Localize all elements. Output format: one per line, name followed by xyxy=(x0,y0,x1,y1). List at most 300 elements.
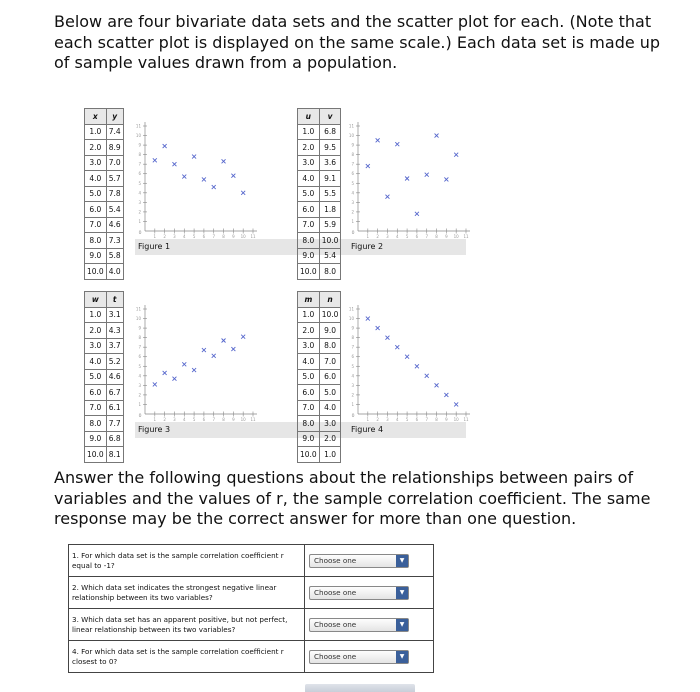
scatter-plot-4 xyxy=(348,301,473,421)
y-tick-label: 10 xyxy=(135,316,141,322)
table-row xyxy=(85,307,124,323)
data-point xyxy=(163,144,167,148)
x-tick-label: 3 xyxy=(173,417,176,421)
x-value-cell: 9.0 xyxy=(298,431,320,447)
x-value-cell: 5.0 xyxy=(85,186,107,202)
answer-select-2[interactable] xyxy=(309,586,409,600)
submit-button[interactable] xyxy=(305,684,415,692)
y-tick-label: 3 xyxy=(351,382,354,388)
table-row xyxy=(85,186,124,202)
y-value-cell: 9.0 xyxy=(319,323,341,339)
table-row xyxy=(85,124,124,140)
dropdown-arrow-icon[interactable]: ▼ xyxy=(396,619,408,631)
x-value-cell: 2.0 xyxy=(298,140,320,156)
x-value-cell: 4.0 xyxy=(85,354,107,370)
x-value-cell: 6.0 xyxy=(298,385,320,401)
dropdown-arrow-icon[interactable]: ▼ xyxy=(396,587,408,599)
data-point xyxy=(444,393,448,397)
instructions-text: Answer the following questions about the relationships between pairs of variables and the values of r, the sample correlation coefficient. The same response may be the correct answer for more than one question. xyxy=(54,468,651,528)
select-value: Choose one xyxy=(314,620,357,629)
x-tick-label: 10 xyxy=(240,234,246,238)
y-tick-label: 4 xyxy=(138,373,141,379)
table-row xyxy=(298,369,341,385)
select-value: Choose one xyxy=(314,652,357,661)
data-table xyxy=(84,291,124,463)
table-row xyxy=(85,155,124,171)
y-tick-label: 6 xyxy=(138,354,141,360)
question-text: 3. Which data set has an apparent positive, but not perfect, linear relationship between its two variables? xyxy=(69,609,305,641)
x-tick-label: 6 xyxy=(202,234,206,238)
x-tick-label: 4 xyxy=(182,417,186,421)
x-tick-label: 3 xyxy=(386,417,389,421)
x-value-cell: 3.0 xyxy=(298,338,320,354)
questions-table xyxy=(68,544,434,673)
y-value-cell: 3.0 xyxy=(319,416,341,432)
data-point xyxy=(202,177,206,181)
y-tick-label: 5 xyxy=(138,180,141,186)
y-value-cell: 4.6 xyxy=(106,217,123,233)
y-value-cell: 7.0 xyxy=(106,155,123,171)
y-tick-label: 5 xyxy=(138,363,141,369)
x-tick-label: 11 xyxy=(463,234,469,238)
table-row xyxy=(298,155,341,171)
question-row-2 xyxy=(69,577,434,609)
question-text: 4. For which data set is the sample correlation coefficient r closest to 0? xyxy=(69,641,305,673)
x-tick-label: 5 xyxy=(405,417,409,421)
figure-label: Figure 3 xyxy=(135,422,465,438)
table-row xyxy=(298,338,341,354)
table-header-w: w xyxy=(85,292,107,308)
x-tick-label: 7 xyxy=(425,417,429,421)
table-row xyxy=(298,217,341,233)
x-tick-label: 2 xyxy=(163,234,166,238)
y-value-cell: 9.5 xyxy=(319,140,341,156)
x-tick-label: 2 xyxy=(376,417,379,421)
data-point xyxy=(222,339,226,343)
x-value-cell: 7.0 xyxy=(298,217,320,233)
data-point xyxy=(425,374,429,378)
y-tick-label: 1 xyxy=(138,401,141,407)
data-point xyxy=(231,347,235,351)
x-value-cell: 6.0 xyxy=(85,385,107,401)
x-value-cell: 2.0 xyxy=(298,323,320,339)
y-tick-label: 2 xyxy=(351,392,354,398)
y-tick-label: 6 xyxy=(138,171,141,177)
table-row xyxy=(85,217,124,233)
x-value-cell: 10.0 xyxy=(85,447,107,463)
table-row xyxy=(85,416,124,432)
data-point xyxy=(192,155,196,159)
figure-label: Figure 4 xyxy=(348,422,466,438)
table-header-n: n xyxy=(319,292,341,308)
y-value-cell: 3.6 xyxy=(319,155,341,171)
data-point xyxy=(212,185,216,189)
y-tick-label: 8 xyxy=(138,152,141,158)
data-point xyxy=(454,402,458,406)
y-value-cell: 10.0 xyxy=(319,307,341,323)
y-value-cell: 5.0 xyxy=(319,385,341,401)
data-point xyxy=(163,371,167,375)
x-value-cell: 5.0 xyxy=(85,369,107,385)
y-value-cell: 3.1 xyxy=(106,307,123,323)
data-point xyxy=(376,326,380,330)
origin-label: 0 xyxy=(138,231,142,236)
data-point xyxy=(405,177,409,181)
data-point xyxy=(385,336,389,340)
table-row xyxy=(298,400,341,416)
x-tick-label: 11 xyxy=(463,417,469,421)
x-value-cell: 3.0 xyxy=(85,338,107,354)
scatter-plot-2 xyxy=(348,118,473,238)
x-tick-label: 9 xyxy=(445,417,448,421)
y-tick-label: 9 xyxy=(138,325,141,331)
table-row xyxy=(298,431,341,447)
y-tick-label: 11 xyxy=(348,123,354,129)
table-body xyxy=(85,307,124,462)
table-header-y: y xyxy=(106,109,123,125)
x-tick-label: 7 xyxy=(425,234,429,238)
x-tick-label: 5 xyxy=(405,234,409,238)
table-row xyxy=(298,264,341,280)
x-value-cell: 3.0 xyxy=(85,155,107,171)
data-point xyxy=(241,191,245,195)
y-tick-label: 3 xyxy=(138,382,141,388)
y-value-cell: 8.9 xyxy=(106,140,123,156)
origin-label: 0 xyxy=(351,231,355,236)
x-value-cell: 4.0 xyxy=(298,171,320,187)
y-tick-label: 4 xyxy=(351,190,354,196)
data-point xyxy=(385,195,389,199)
data-table xyxy=(297,108,341,280)
data-point xyxy=(172,162,176,166)
x-tick-label: 3 xyxy=(173,234,176,238)
table-row xyxy=(85,338,124,354)
data-point xyxy=(405,355,409,359)
table-body xyxy=(298,124,341,279)
y-tick-label: 8 xyxy=(351,152,354,158)
table-row xyxy=(298,186,341,202)
table-row xyxy=(298,171,341,187)
x-value-cell: 9.0 xyxy=(85,248,107,264)
x-tick-label: 6 xyxy=(202,417,206,421)
table-row xyxy=(85,431,124,447)
data-point xyxy=(202,348,206,352)
y-value-cell: 7.0 xyxy=(319,354,341,370)
y-tick-label: 2 xyxy=(138,392,141,398)
table-row xyxy=(298,307,341,323)
x-tick-label: 8 xyxy=(435,234,438,238)
x-tick-label: 1 xyxy=(366,417,370,421)
dropdown-arrow-icon[interactable]: ▼ xyxy=(396,651,408,663)
y-tick-label: 7 xyxy=(138,161,141,167)
x-tick-label: 4 xyxy=(395,234,399,238)
y-tick-label: 1 xyxy=(351,401,354,407)
y-value-cell: 6.0 xyxy=(319,369,341,385)
scatter-plot-3 xyxy=(135,301,260,421)
y-tick-label: 6 xyxy=(351,171,354,177)
x-tick-label: 2 xyxy=(163,417,166,421)
y-tick-label: 5 xyxy=(351,180,354,186)
y-value-cell: 7.8 xyxy=(106,186,123,202)
x-tick-label: 2 xyxy=(376,234,379,238)
y-value-cell: 5.4 xyxy=(106,202,123,218)
table-row xyxy=(85,400,124,416)
x-value-cell: 9.0 xyxy=(85,431,107,447)
data-point xyxy=(182,175,186,179)
table-row xyxy=(298,354,341,370)
y-tick-label: 7 xyxy=(138,344,141,350)
data-point xyxy=(222,159,226,163)
data-point xyxy=(366,317,370,321)
x-tick-label: 9 xyxy=(232,417,235,421)
x-value-cell: 1.0 xyxy=(85,307,107,323)
x-tick-label: 5 xyxy=(192,234,196,238)
y-tick-label: 10 xyxy=(348,316,354,322)
x-tick-label: 8 xyxy=(222,234,225,238)
y-tick-label: 4 xyxy=(351,373,354,379)
x-tick-label: 1 xyxy=(153,417,157,421)
scatter-plot-1 xyxy=(135,118,260,238)
x-tick-label: 3 xyxy=(386,234,389,238)
y-value-cell: 4.0 xyxy=(319,400,341,416)
table-row xyxy=(298,140,341,156)
data-point xyxy=(376,138,380,142)
x-tick-label: 11 xyxy=(250,417,256,421)
x-value-cell: 8.0 xyxy=(85,233,107,249)
y-value-cell: 6.7 xyxy=(106,385,123,401)
data-point xyxy=(444,177,448,181)
y-tick-label: 3 xyxy=(138,199,141,205)
data-point xyxy=(153,382,157,386)
table-row xyxy=(85,354,124,370)
table-row xyxy=(85,171,124,187)
data-point xyxy=(435,383,439,387)
y-value-cell: 5.2 xyxy=(106,354,123,370)
y-value-cell: 9.1 xyxy=(319,171,341,187)
y-value-cell: 5.8 xyxy=(106,248,123,264)
y-value-cell: 1.8 xyxy=(319,202,341,218)
data-point xyxy=(192,368,196,372)
y-tick-label: 1 xyxy=(351,218,354,224)
table-row xyxy=(85,447,124,463)
table-row xyxy=(85,369,124,385)
y-tick-label: 11 xyxy=(348,306,354,312)
data-point xyxy=(395,345,399,349)
select-value: Choose one xyxy=(314,588,357,597)
y-tick-label: 9 xyxy=(138,142,141,148)
y-value-cell: 3.7 xyxy=(106,338,123,354)
y-value-cell: 5.4 xyxy=(319,248,341,264)
intro-text: Below are four bivariate data sets and the scatter plot for each. (Note that each scatter plot is displayed on the same scale.) Each data set is made up of sample values drawn from a population. xyxy=(54,12,661,72)
y-value-cell: 4.6 xyxy=(106,369,123,385)
table-header-x: x xyxy=(85,109,107,125)
data-point xyxy=(366,164,370,168)
y-value-cell: 8.0 xyxy=(319,338,341,354)
x-tick-label: 7 xyxy=(212,417,216,421)
answer-select-3[interactable] xyxy=(309,618,409,632)
x-tick-label: 10 xyxy=(240,417,246,421)
y-value-cell: 7.7 xyxy=(106,416,123,432)
table-row xyxy=(298,248,341,264)
data-table xyxy=(297,291,341,463)
x-value-cell: 7.0 xyxy=(85,217,107,233)
table-header-v: v xyxy=(319,109,341,125)
y-tick-label: 7 xyxy=(351,161,354,167)
x-tick-label: 7 xyxy=(212,234,216,238)
y-tick-label: 9 xyxy=(351,325,354,331)
y-tick-label: 7 xyxy=(351,344,354,350)
x-value-cell: 5.0 xyxy=(298,369,320,385)
x-tick-label: 6 xyxy=(415,234,419,238)
origin-label: 0 xyxy=(138,414,142,419)
y-value-cell: 10.0 xyxy=(319,233,341,249)
table-body xyxy=(298,307,341,462)
answer-select-4[interactable] xyxy=(309,650,409,664)
x-value-cell: 4.0 xyxy=(85,171,107,187)
data-point xyxy=(425,173,429,177)
table-row xyxy=(298,385,341,401)
y-tick-label: 4 xyxy=(138,190,141,196)
x-tick-label: 8 xyxy=(222,417,225,421)
question-text: 1. For which data set is the sample correlation coefficient r equal to -1? xyxy=(69,545,305,577)
y-tick-label: 11 xyxy=(135,123,141,129)
x-tick-label: 1 xyxy=(366,234,370,238)
table-row xyxy=(85,248,124,264)
y-value-cell: 5.5 xyxy=(319,186,341,202)
answer-select-1[interactable] xyxy=(309,554,409,568)
data-table xyxy=(84,108,124,280)
y-value-cell: 4.0 xyxy=(106,264,123,280)
x-value-cell: 1.0 xyxy=(85,124,107,140)
data-point xyxy=(454,153,458,157)
y-tick-label: 5 xyxy=(351,363,354,369)
y-value-cell: 6.8 xyxy=(319,124,341,140)
data-point xyxy=(172,377,176,381)
y-value-cell: 6.1 xyxy=(106,400,123,416)
y-tick-label: 2 xyxy=(351,209,354,215)
y-tick-label: 10 xyxy=(348,133,354,139)
y-value-cell: 6.8 xyxy=(106,431,123,447)
question-row-4 xyxy=(69,641,434,673)
table-row xyxy=(85,264,124,280)
question-text: 2. Which data set indicates the strongest negative linear relationship between its two variables? xyxy=(69,577,305,609)
table-row xyxy=(85,202,124,218)
x-value-cell: 8.0 xyxy=(298,416,320,432)
y-value-cell: 7.3 xyxy=(106,233,123,249)
x-tick-label: 11 xyxy=(250,234,256,238)
y-tick-label: 10 xyxy=(135,133,141,139)
data-point xyxy=(182,362,186,366)
data-point xyxy=(212,354,216,358)
y-tick-label: 8 xyxy=(138,335,141,341)
x-value-cell: 9.0 xyxy=(298,248,320,264)
origin-label: 0 xyxy=(351,414,355,419)
table-row xyxy=(298,124,341,140)
x-tick-label: 6 xyxy=(415,417,419,421)
y-tick-label: 1 xyxy=(138,218,141,224)
table-row xyxy=(298,416,341,432)
y-tick-label: 9 xyxy=(351,142,354,148)
table-row xyxy=(298,447,341,463)
x-tick-label: 1 xyxy=(153,234,157,238)
y-value-cell: 5.9 xyxy=(319,217,341,233)
x-value-cell: 7.0 xyxy=(298,400,320,416)
x-value-cell: 6.0 xyxy=(85,202,107,218)
y-value-cell: 2.0 xyxy=(319,431,341,447)
y-tick-label: 6 xyxy=(351,354,354,360)
data-point xyxy=(241,335,245,339)
x-value-cell: 2.0 xyxy=(85,140,107,156)
y-tick-label: 2 xyxy=(138,209,141,215)
x-value-cell: 10.0 xyxy=(85,264,107,280)
table-row xyxy=(298,323,341,339)
table-header-m: m xyxy=(298,292,320,308)
x-value-cell: 4.0 xyxy=(298,354,320,370)
data-point xyxy=(395,142,399,146)
x-tick-label: 10 xyxy=(453,234,459,238)
x-value-cell: 3.0 xyxy=(298,155,320,171)
y-tick-label: 11 xyxy=(135,306,141,312)
table-body xyxy=(85,124,124,279)
data-point xyxy=(415,364,419,368)
x-value-cell: 2.0 xyxy=(85,323,107,339)
data-point xyxy=(153,158,157,162)
x-value-cell: 10.0 xyxy=(298,447,320,463)
x-value-cell: 8.0 xyxy=(298,233,320,249)
y-value-cell: 5.7 xyxy=(106,171,123,187)
x-value-cell: 10.0 xyxy=(298,264,320,280)
x-tick-label: 5 xyxy=(192,417,196,421)
data-point xyxy=(415,212,419,216)
question-row-1 xyxy=(69,545,434,577)
table-row xyxy=(85,385,124,401)
dropdown-arrow-icon[interactable]: ▼ xyxy=(396,555,408,567)
y-value-cell: 8.0 xyxy=(319,264,341,280)
figure-label: Figure 1 xyxy=(135,239,465,255)
question-row-3 xyxy=(69,609,434,641)
table-row xyxy=(85,323,124,339)
table-row xyxy=(85,140,124,156)
y-value-cell: 4.3 xyxy=(106,323,123,339)
x-tick-label: 4 xyxy=(395,417,399,421)
y-value-cell: 1.0 xyxy=(319,447,341,463)
x-value-cell: 1.0 xyxy=(298,307,320,323)
x-value-cell: 1.0 xyxy=(298,124,320,140)
figure-label: Figure 2 xyxy=(348,239,466,255)
x-tick-label: 9 xyxy=(445,234,448,238)
data-point xyxy=(435,134,439,138)
x-value-cell: 5.0 xyxy=(298,186,320,202)
table-header-t: t xyxy=(106,292,123,308)
table-row xyxy=(85,233,124,249)
x-value-cell: 6.0 xyxy=(298,202,320,218)
x-value-cell: 8.0 xyxy=(85,416,107,432)
x-tick-label: 8 xyxy=(435,417,438,421)
table-row xyxy=(298,233,341,249)
select-value: Choose one xyxy=(314,556,357,565)
x-value-cell: 7.0 xyxy=(85,400,107,416)
x-tick-label: 9 xyxy=(232,234,235,238)
table-header-u: u xyxy=(298,109,320,125)
y-tick-label: 3 xyxy=(351,199,354,205)
y-value-cell: 8.1 xyxy=(106,447,123,463)
y-tick-label: 8 xyxy=(351,335,354,341)
table-row xyxy=(298,202,341,218)
x-tick-label: 10 xyxy=(453,417,459,421)
data-point xyxy=(231,174,235,178)
x-tick-label: 4 xyxy=(182,234,186,238)
y-value-cell: 7.4 xyxy=(106,124,123,140)
